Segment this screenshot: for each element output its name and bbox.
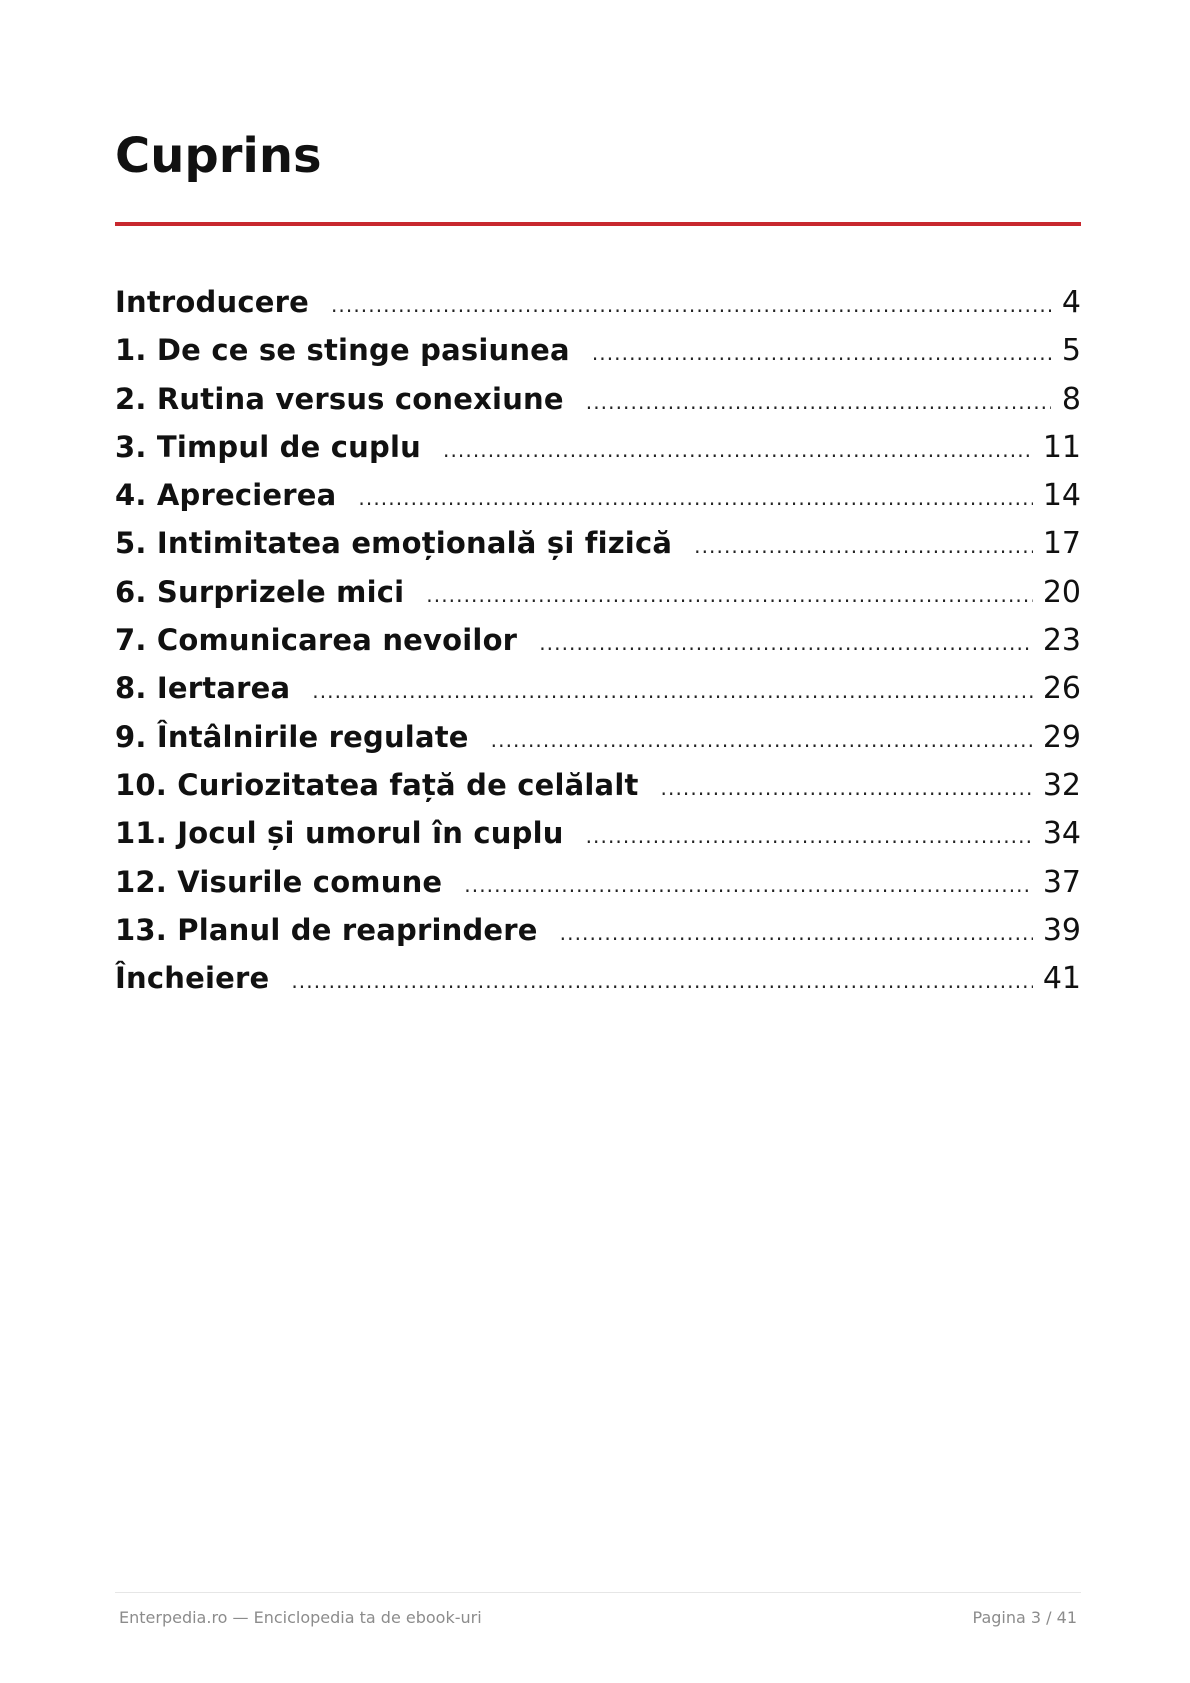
footer-page-number: Pagina 3 / 41 <box>972 1608 1077 1627</box>
toc-entry-page: 32 <box>1042 767 1081 803</box>
toc-dot-leader <box>291 957 1032 1002</box>
toc-entry-label: 7. Comunicarea nevoilor <box>115 623 518 658</box>
toc-entry-5[interactable] <box>115 519 1081 567</box>
toc-entry-incheiere[interactable] <box>115 954 1081 1002</box>
toc-entry-label: 1. De ce se stinge pasiunea <box>115 333 570 368</box>
toc-entry-label: 12. Visurile comune <box>115 864 443 899</box>
page-title: Cuprins <box>115 128 322 184</box>
toc-entry-label: Încheiere <box>115 961 270 996</box>
toc-entry-page: 11 <box>1042 429 1081 465</box>
toc-entry-6[interactable] <box>115 568 1081 616</box>
toc-dot-leader <box>661 764 1033 809</box>
toc-entry-page: 4 <box>1061 285 1081 320</box>
toc-entry-label: 13. Planul de reaprindere <box>115 912 538 947</box>
toc-entry-page: 37 <box>1042 864 1081 900</box>
toc-dot-leader <box>312 667 1033 712</box>
toc-entry-page: 23 <box>1042 623 1081 659</box>
toc-entry-page: 26 <box>1042 671 1081 707</box>
toc-entry-label: 2. Rutina versus conexiune <box>115 381 564 416</box>
toc-entry-page: 41 <box>1042 961 1081 997</box>
toc-dot-leader <box>491 716 1033 761</box>
toc-entry-page: 5 <box>1061 333 1081 369</box>
toc-entry-3[interactable] <box>115 423 1081 471</box>
toc-entry-label: 3. Timpul de cuplu <box>115 429 421 464</box>
toc-dot-leader <box>586 812 1033 857</box>
toc-entry-4[interactable] <box>115 471 1081 519</box>
toc-dot-leader <box>443 426 1033 471</box>
toc-entry-10[interactable] <box>115 761 1081 809</box>
footer-divider <box>115 1592 1081 1593</box>
toc-entry-label: 4. Aprecierea <box>115 478 337 513</box>
toc-entry-page: 34 <box>1042 816 1081 852</box>
toc-entry-2[interactable] <box>115 375 1081 423</box>
toc-entry-12[interactable] <box>115 858 1081 906</box>
table-of-contents <box>115 278 1081 1002</box>
toc-entry-1[interactable] <box>115 326 1081 374</box>
toc-entry-page: 14 <box>1042 478 1081 514</box>
toc-entry-8[interactable] <box>115 664 1081 712</box>
toc-entry-label: 9. Întâlnirile regulate <box>115 719 469 754</box>
toc-entry-page: 39 <box>1042 912 1081 948</box>
toc-entry-label: 8. Iertarea <box>115 671 291 706</box>
toc-dot-leader <box>358 474 1032 519</box>
toc-dot-leader <box>560 909 1033 954</box>
title-divider <box>115 222 1081 226</box>
toc-entry-9[interactable] <box>115 713 1081 761</box>
toc-dot-leader <box>586 378 1051 423</box>
toc-entry-label: 10. Curiozitatea față de celălalt <box>115 767 639 802</box>
toc-dot-leader <box>426 571 1033 616</box>
toc-entry-page: 29 <box>1042 719 1081 755</box>
toc-entry-7[interactable] <box>115 616 1081 664</box>
toc-entry-label: 5. Intimitatea emoțională și fizică <box>115 526 673 561</box>
toc-dot-leader <box>694 522 1033 567</box>
toc-entry-label: 6. Surprizele mici <box>115 574 405 609</box>
toc-dot-leader <box>539 619 1033 664</box>
toc-entry-label: Introducere <box>115 285 309 319</box>
toc-entry-introducere[interactable] <box>115 278 1081 326</box>
toc-entry-label: 11. Jocul și umorul în cuplu <box>115 816 564 851</box>
toc-dot-leader <box>592 329 1051 374</box>
toc-dot-leader <box>331 281 1051 326</box>
footer-site-name: Enterpedia.ro — Enciclopedia ta de ebook-uri <box>119 1608 482 1627</box>
toc-entry-page: 20 <box>1042 574 1081 610</box>
toc-entry-page: 8 <box>1061 381 1081 417</box>
toc-entry-page: 17 <box>1042 526 1081 562</box>
toc-dot-leader <box>464 861 1033 906</box>
toc-entry-11[interactable] <box>115 809 1081 857</box>
toc-entry-13[interactable] <box>115 906 1081 954</box>
